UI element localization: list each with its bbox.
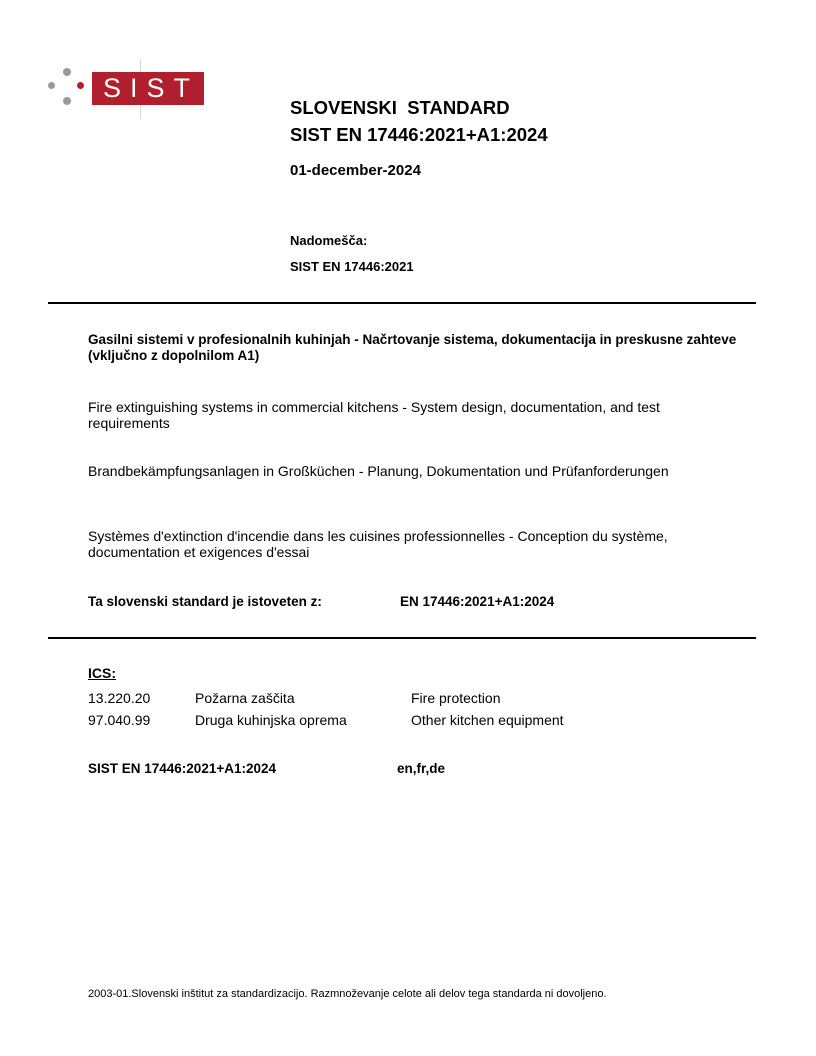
ics-label: ICS: (88, 665, 116, 681)
identical-value: EN 17446:2021+A1:2024 (400, 594, 555, 609)
copyright-notice: 2003-01.Slovenski inštitut za standardizacijo. Razmnoževanje celote ali delov tega standarda ni dovoljeno. (88, 988, 607, 1000)
footer-languages: en,fr,de (397, 761, 446, 776)
ics-row (88, 710, 748, 730)
logo-dots (46, 68, 86, 112)
logo-dot (48, 82, 55, 89)
ics-description-en: Other kitchen equipment (411, 712, 564, 728)
replaces-value: SIST EN 17446:2021 (290, 259, 414, 274)
sist-logo: SIST (92, 72, 204, 105)
divider-bottom (48, 637, 756, 639)
standard-id: SIST EN 17446:2021+A1:2024 (290, 124, 548, 145)
ics-description-en: Fire protection (411, 690, 501, 706)
title-french: Systèmes d'extinction d'incendie dans les cuisines professionnelles - Conception du système, documentation et exigences d'essai (88, 528, 668, 560)
publication-date: 01-december-2024 (290, 162, 421, 179)
ics-code: 97.040.99 (88, 712, 151, 728)
logo-dot (77, 82, 84, 89)
document-type-title: SLOVENSKI STANDARD (290, 97, 510, 118)
ics-description-sl: Druga kuhinjska oprema (195, 712, 347, 728)
logo-dot (63, 97, 71, 105)
title-german: Brandbekämpfungsanlagen in Großküchen - Planung, Dokumentation und Prüfanforderungen (88, 463, 669, 479)
title-english: Fire extinguishing systems in commercial kitchens - System design, documentation, and test requirements (88, 399, 660, 431)
ics-description-sl: Požarna zaščita (195, 690, 295, 706)
divider-top (48, 302, 756, 304)
ics-row (88, 688, 748, 708)
logo-dot (63, 68, 71, 76)
title-slovenian: Gasilni sistemi v profesionalnih kuhinjah - Načrtovanje sistema, dokumentacija in preskusne zahteve (vključno z dopolnilom A1) (88, 332, 737, 363)
footer-standard-id: SIST EN 17446:2021+A1:2024 (88, 761, 276, 776)
replaces-label: Nadomešča: (290, 233, 368, 248)
ics-code: 13.220.20 (88, 690, 151, 706)
identical-label: Ta slovenski standard je istoveten z: (88, 594, 322, 609)
